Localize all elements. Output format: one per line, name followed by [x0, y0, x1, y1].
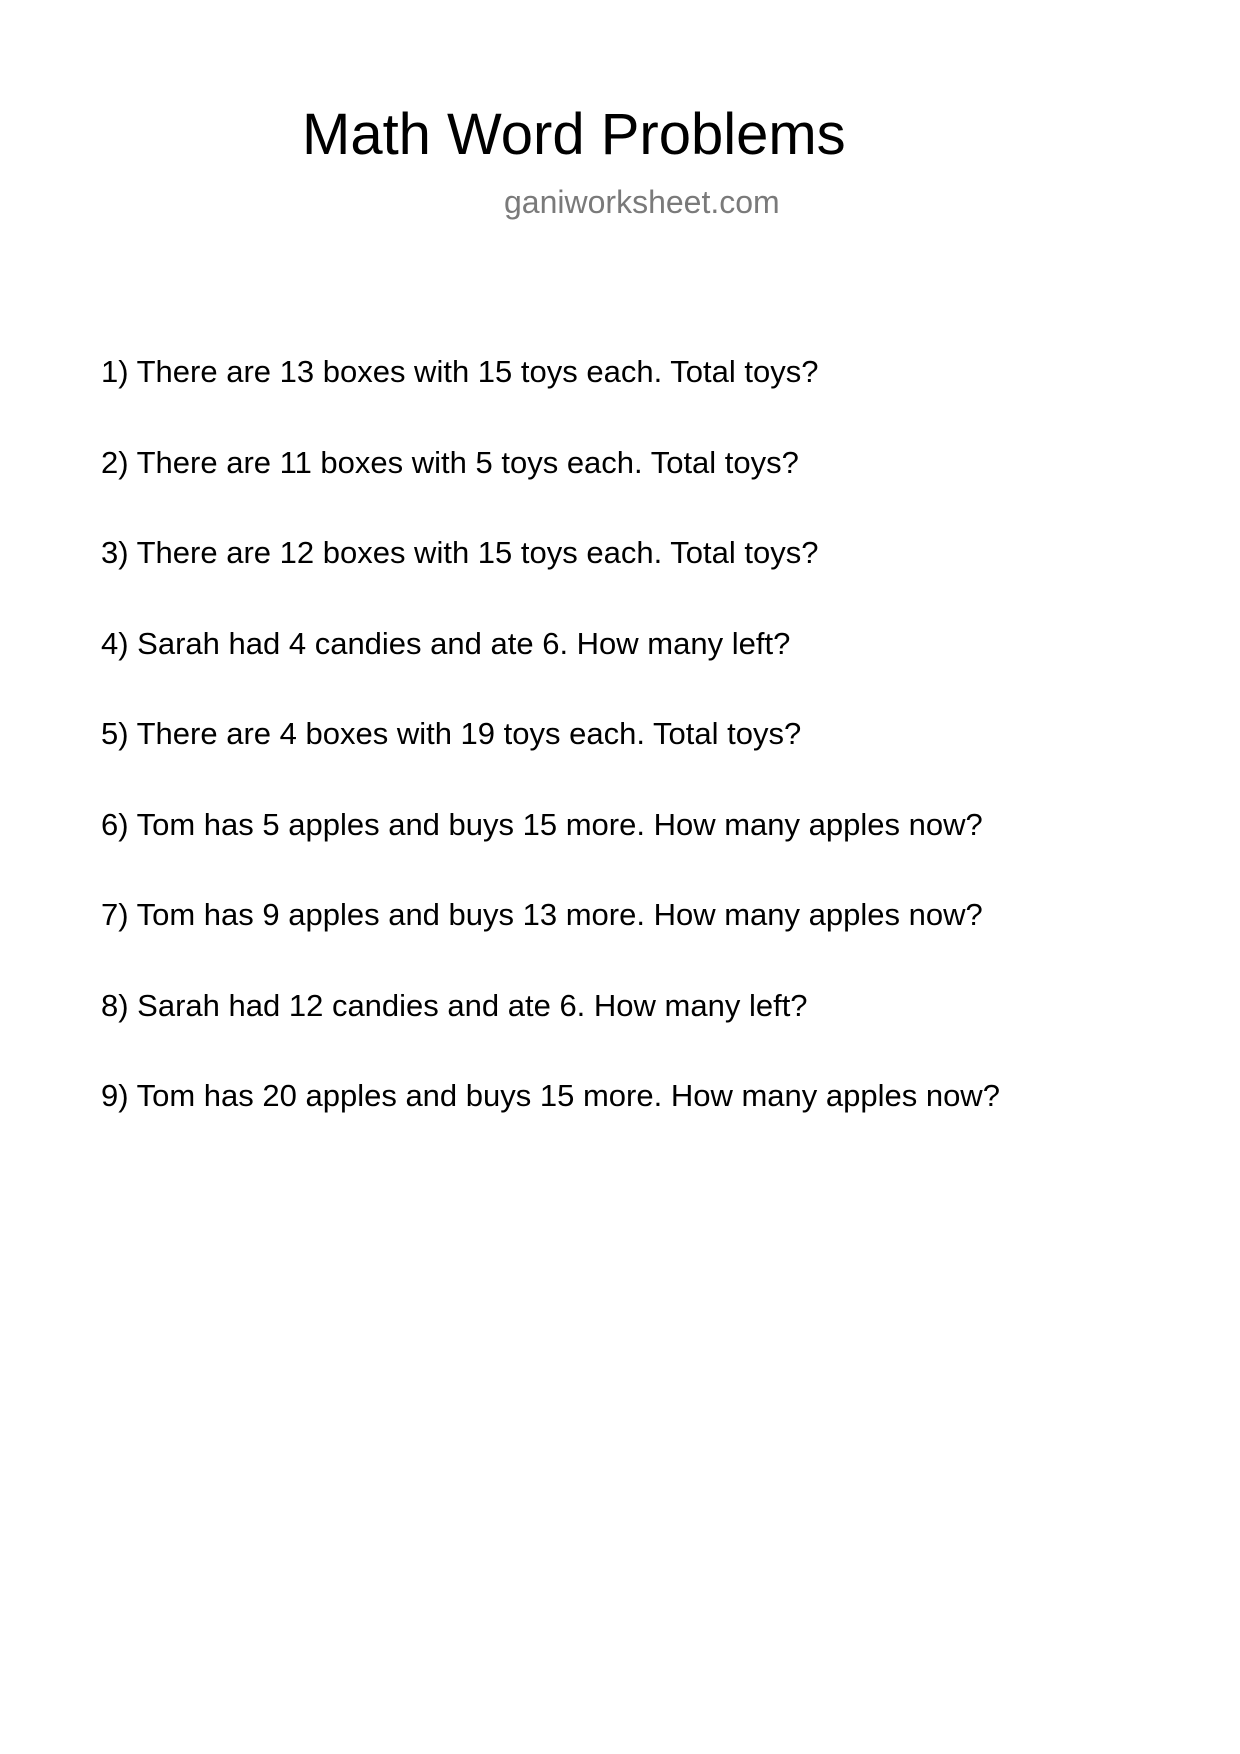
website-subtitle: ganiworksheet.com: [504, 184, 780, 220]
problem-item: 4) Sarah had 4 candies and ate 6. How many left?: [101, 625, 791, 661]
problem-item: 7) Tom has 9 apples and buys 13 more. How many apples now?: [101, 897, 983, 932]
problem-item: 2) There are 11 boxes with 5 toys each. Total toys?: [101, 444, 799, 480]
problem-item: 3) There are 12 boxes with 15 toys each. Total toys?: [101, 535, 819, 570]
problem-item: 1) There are 13 boxes with 15 toys each. Total toys?: [101, 354, 819, 389]
problem-item: 9) Tom has 20 apples and buys 15 more. How many apples now?: [101, 1078, 1000, 1113]
problem-item: 6) Tom has 5 apples and buys 15 more. How many apples now?: [101, 806, 983, 842]
problem-item: 5) There are 4 boxes with 19 toys each. Total toys?: [101, 716, 802, 751]
problem-list: [101, 350, 1000, 1165]
page-title: Math Word Problems: [302, 102, 846, 167]
problem-item: 8) Sarah had 12 candies and ate 6. How many left?: [101, 987, 808, 1023]
